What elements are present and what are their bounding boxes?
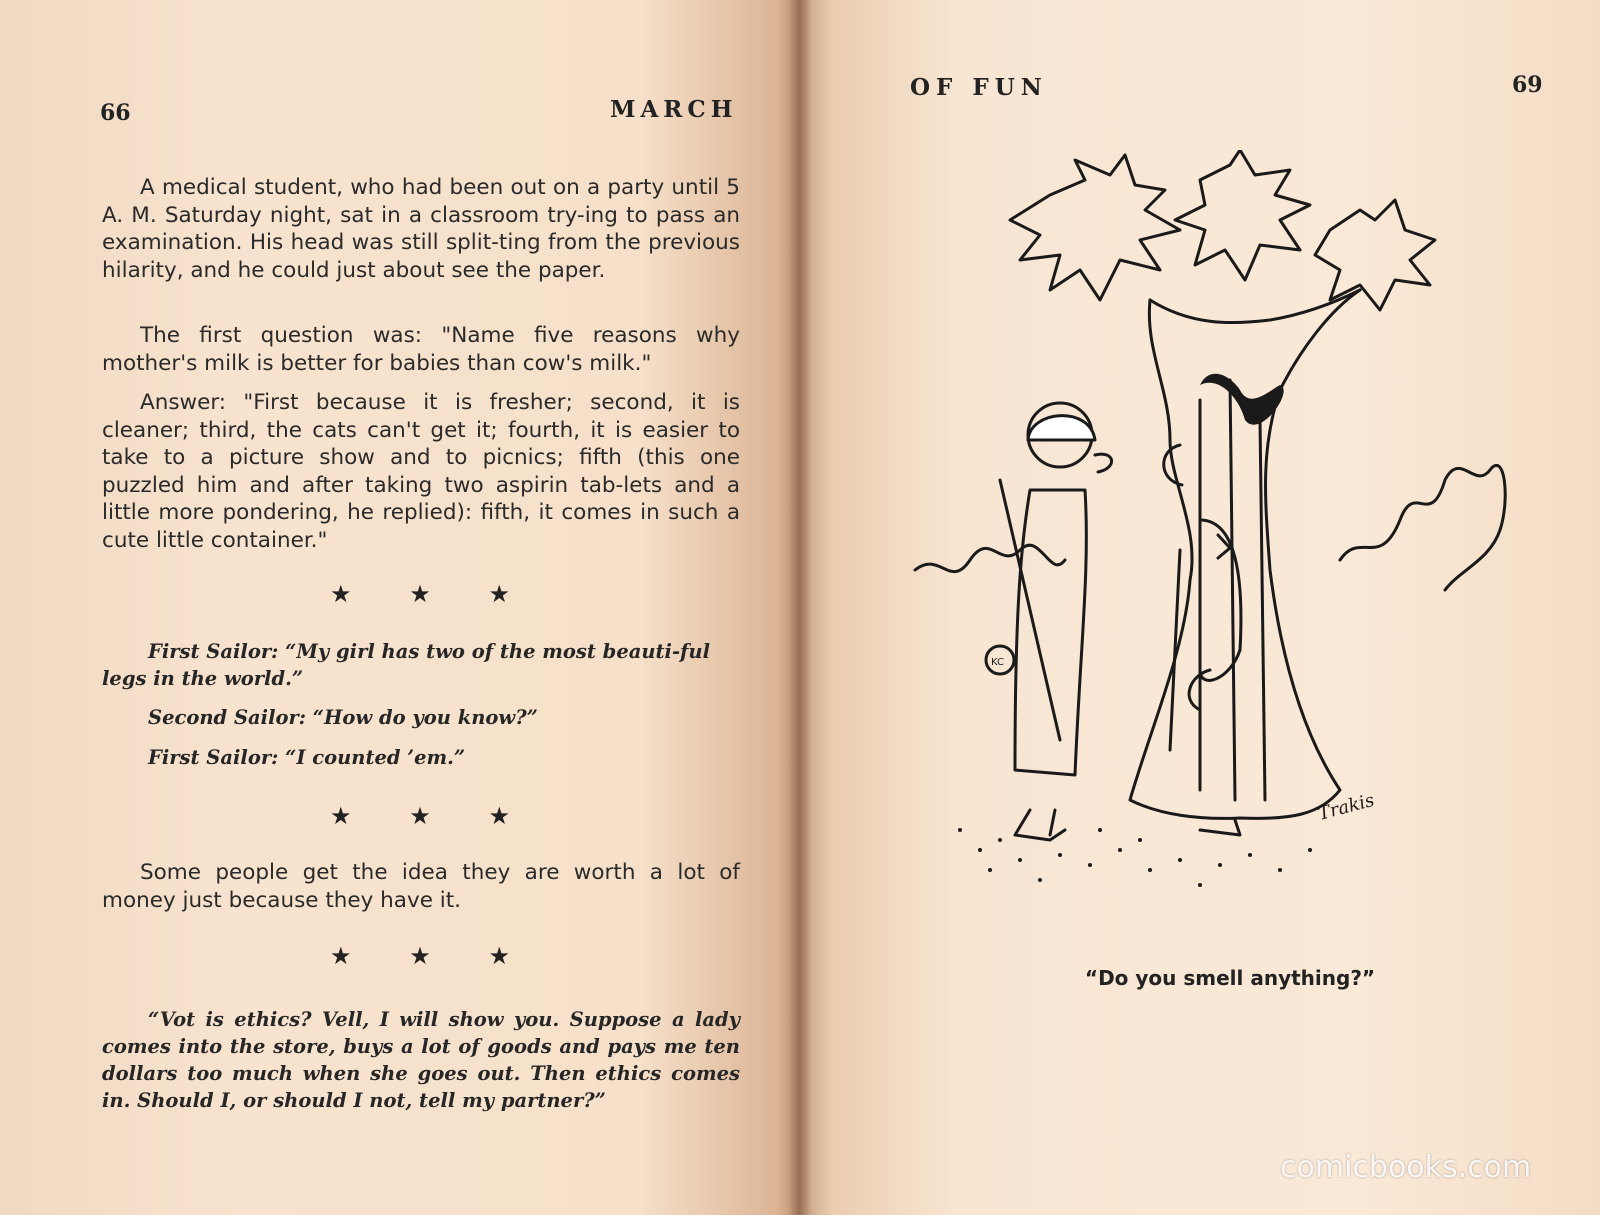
- star-icon: ★: [409, 803, 431, 830]
- page-number: 69: [1512, 72, 1543, 98]
- star-icon: ★: [488, 581, 510, 608]
- joke-paragraph: A medical student, who had been out on a party until 5 A. M. Saturday night, sat in a classroom try-ing to pass an examination. His head was still split-ting from the previous hilarity, and he could just about see the paper.: [102, 175, 740, 283]
- page-number: 66: [100, 100, 131, 126]
- star-icon: ★: [409, 581, 431, 608]
- watermark: comicbooks.com: [1280, 1150, 1532, 1185]
- star-icon: ★: [330, 581, 352, 608]
- running-head: MARCH: [610, 96, 738, 123]
- ethics-joke: “Vot is ethics? Vell, I will show you. Suppose a lady comes into the store, buys a lot of goods and pays me ten dollars too much when she goes out. Then ethics comes in. Should I, or should I not, tell my partner?”: [102, 1008, 740, 1112]
- star-separator: [330, 802, 510, 831]
- dialogue-line: First Sailor: “I counted ’em.”: [148, 746, 466, 769]
- artist-signature: Trakis: [1315, 789, 1377, 825]
- star-icon: ★: [330, 943, 352, 970]
- running-head: OF FUN: [910, 74, 1048, 101]
- star-separator: [330, 580, 510, 609]
- star-icon: ★: [488, 943, 510, 970]
- joke-paragraph: The first question was: "Name five reasons why mother's milk is better for babies than cow's milk.": [102, 323, 740, 376]
- star-icon: ★: [409, 943, 431, 970]
- star-icon: ★: [330, 803, 352, 830]
- dialogue-line: Second Sailor: “How do you know?”: [148, 706, 538, 729]
- canteen-initials: KC: [991, 657, 1004, 668]
- joke-paragraph: Some people get the idea they are worth a lot of money just because they have it.: [102, 860, 740, 913]
- star-separator: [330, 942, 510, 971]
- joke-paragraph: Answer: "First because it is fresher; second, it is cleaner; third, the cats can't get it; fourth, it is easier to take to a picture show and to picnics; fifth (this one puzzled him and after taking two aspirin tab-lets and a little more pondering, he replied): fifth, it comes in such a cute little container.": [102, 390, 740, 553]
- cartoon-illustration: [900, 150, 1540, 910]
- right-page: [800, 0, 1600, 1215]
- star-icon: ★: [488, 803, 510, 830]
- cartoon-caption: “Do you smell anything?”: [1084, 966, 1376, 990]
- dialogue-line: First Sailor: “My girl has two of the most beauti-ful legs in the world.”: [102, 640, 711, 690]
- book-gutter: [788, 0, 812, 1215]
